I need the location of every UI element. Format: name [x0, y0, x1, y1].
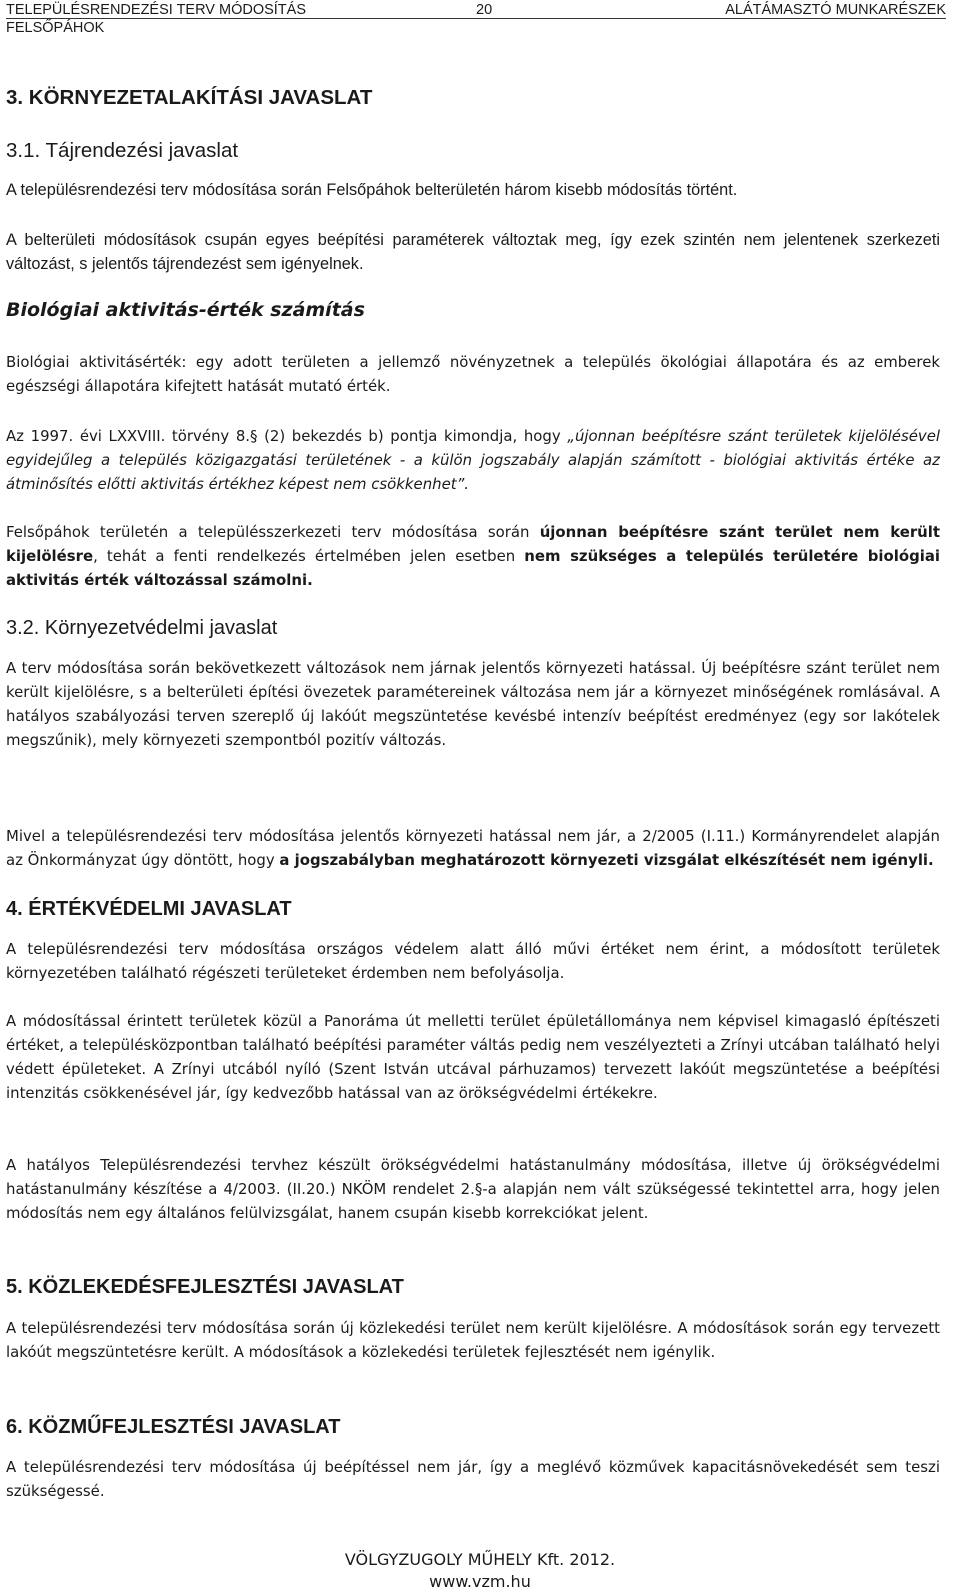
section-4-heading: 4. ÉRTÉKVÉDELMI JAVASLAT: [6, 898, 292, 920]
env-decision-b: a jogszabályban meghatározott környezeti vizsgálat elkészítését nem igényli.: [279, 851, 934, 869]
page-number: 20: [476, 2, 493, 18]
header-section: ALÁTÁMASZTÓ MUNKARÉSZEK: [725, 2, 946, 18]
paragraph-belterulet: A belterületi módosítások csupán egyes beépítési paraméterek változtak meg, így ezek szintén nem jelentenek szerkezeti változást, s jelentős tájrendezést sem igényelnek.: [6, 231, 940, 273]
paragraph-env-changes: A terv módosítása során bekövetkezett változások nem járnak jelentős környezeti hatással. Új beépítésre szánt terület nem került kijelölésre, s a belterületi építési övezetek paramétereinek változása nem jár a környezet minőségének romlásával. A hatályos szabályozási terven szereplő új lakóút megszüntetése kevésbé intenzív beépítést eredményez (egy sor lakótelek megszűnik), mely környezeti szempontból pozitív változás.: [6, 659, 940, 749]
section-3-2-heading: [6, 617, 940, 640]
env-decision-a: Mivel a településrendezési terv módosítása jelentős környezeti hatással nem jár, a 2/2005 (I.11.) Kormányrendelet alapján az Önkormányzat úgy döntött, hogy: [6, 827, 940, 869]
paragraph-value-3: A hatályos Településrendezési tervhez készült örökségvédelmi hatástanulmány módosítása, illetve új örökségvédelmi hatástanulmány készítése a 4/2003. (II.20.) NKÖM rendelet 2.§-a alapján nem vált szükségessé tekintettel arra, hogy jelen módosítás nem egy általános felülvizsgálat, hanem csupán kisebb korrekciókat jelent.: [6, 1156, 940, 1222]
section-5-heading: 5. KÖZLEKEDÉSFEJLESZTÉSI JAVASLAT: [6, 1276, 404, 1298]
paragraph-law: [6, 424, 940, 496]
footer-url[interactable]: www.vzm.hu: [429, 1572, 531, 1591]
section-3-1-heading: [6, 139, 940, 163]
section-3-1-title: 3.1. Tájrendezési javaslat: [6, 139, 239, 162]
footer-company: VÖLGYZUGOLY MŰHELY Kft. 2012.: [344, 1550, 616, 1569]
paragraph-felsopahok: [6, 520, 940, 592]
paragraph-transport: A településrendezési terv módosítása során új közlekedési terület nem került kijelölésre. A módosítások során egy tervezett lakóút megszüntetésre került. A módosítások a közlekedési területek fejlesztését nem igénylik.: [6, 1319, 940, 1361]
paragraph-intro: A településrendezési terv módosítása során Felsőpáhok belterületén három kisebb módosítás történt.: [6, 181, 738, 199]
section-3-2-title: 3.2. Környezetvédelmi javaslat: [6, 617, 278, 639]
fp-text-b: újonnan beépítésre szánt terület nem került kijelölésre: [6, 523, 940, 565]
paragraph-env-decision: [6, 824, 940, 872]
paragraph-bio-definition: Biológiai aktivitásérték: egy adott területen a jellemző növényzetnek a település ökológiai állapotára és az emberek egészségi állapotára kifejtett hatását mutató érték.: [6, 353, 940, 395]
paragraph-value-1: A településrendezési terv módosítása országos védelem alatt álló művi értéket nem érint, a módosított területek környezetében található régészeti területeket érdemben nem befolyásolja.: [6, 940, 940, 982]
law-quote: „újonnan beépítésre szánt területek kijelölésével egyidejűleg a település közigazgatási területének - a külön jogszabály alapján számított - biológiai aktivitás értéke az átminősítés előtti aktivitás értékhez képest nem csökkenhet”.: [6, 427, 940, 493]
header-settlement: FELSŐPÁHOK: [6, 20, 105, 36]
section-6-heading: 6. KÖZMŰFEJLESZTÉSI JAVASLAT: [6, 1416, 341, 1438]
header-rule: [6, 18, 946, 19]
fp-text-a: Felsőpáhok területén a településszerkezeti terv módosítása során: [6, 523, 540, 541]
law-intro: Az 1997. évi LXXVIII. törvény 8.§ (2) bekezdés b) pontja kimondja, hogy: [6, 427, 568, 445]
paragraph-value-2: A módosítással érintett területek közül a Panoráma út melletti terület épületállománya nem képvisel kimagasló építészeti értéket, a településközpontban található beépítési paraméter váltás pedig nem veszélyezteti a Zrínyi utcában található helyi védett épületeket. A Zrínyi utcából nyíló (Szent István utcával párhuzamos) tervezett lakóút megszüntetése a beépítési intenzitás csökkenésével jár, így kedvezőbb hatással van az örökségvédelmi értékekre.: [6, 1012, 940, 1102]
fp-text-c: , tehát a fenti rendelkezés értelmében jelen esetben: [93, 547, 525, 565]
section-3-heading: 3. KÖRNYEZETALAKÍTÁSI JAVASLAT: [6, 86, 373, 109]
header-title: TELEPÜLÉSRENDEZÉSI TERV MÓDOSÍTÁS: [6, 2, 307, 18]
paragraph-utilities: A településrendezési terv módosítása új beépítéssel nem jár, így a meglévő közművek kapacitásnövekedését sem teszi szükségessé.: [6, 1458, 940, 1500]
bio-heading: Biológiai aktivitás-érték számítás: [6, 299, 365, 321]
fp-text-d: nem szükséges a település területére biológiai aktivitás érték változással számolni.: [6, 547, 940, 589]
